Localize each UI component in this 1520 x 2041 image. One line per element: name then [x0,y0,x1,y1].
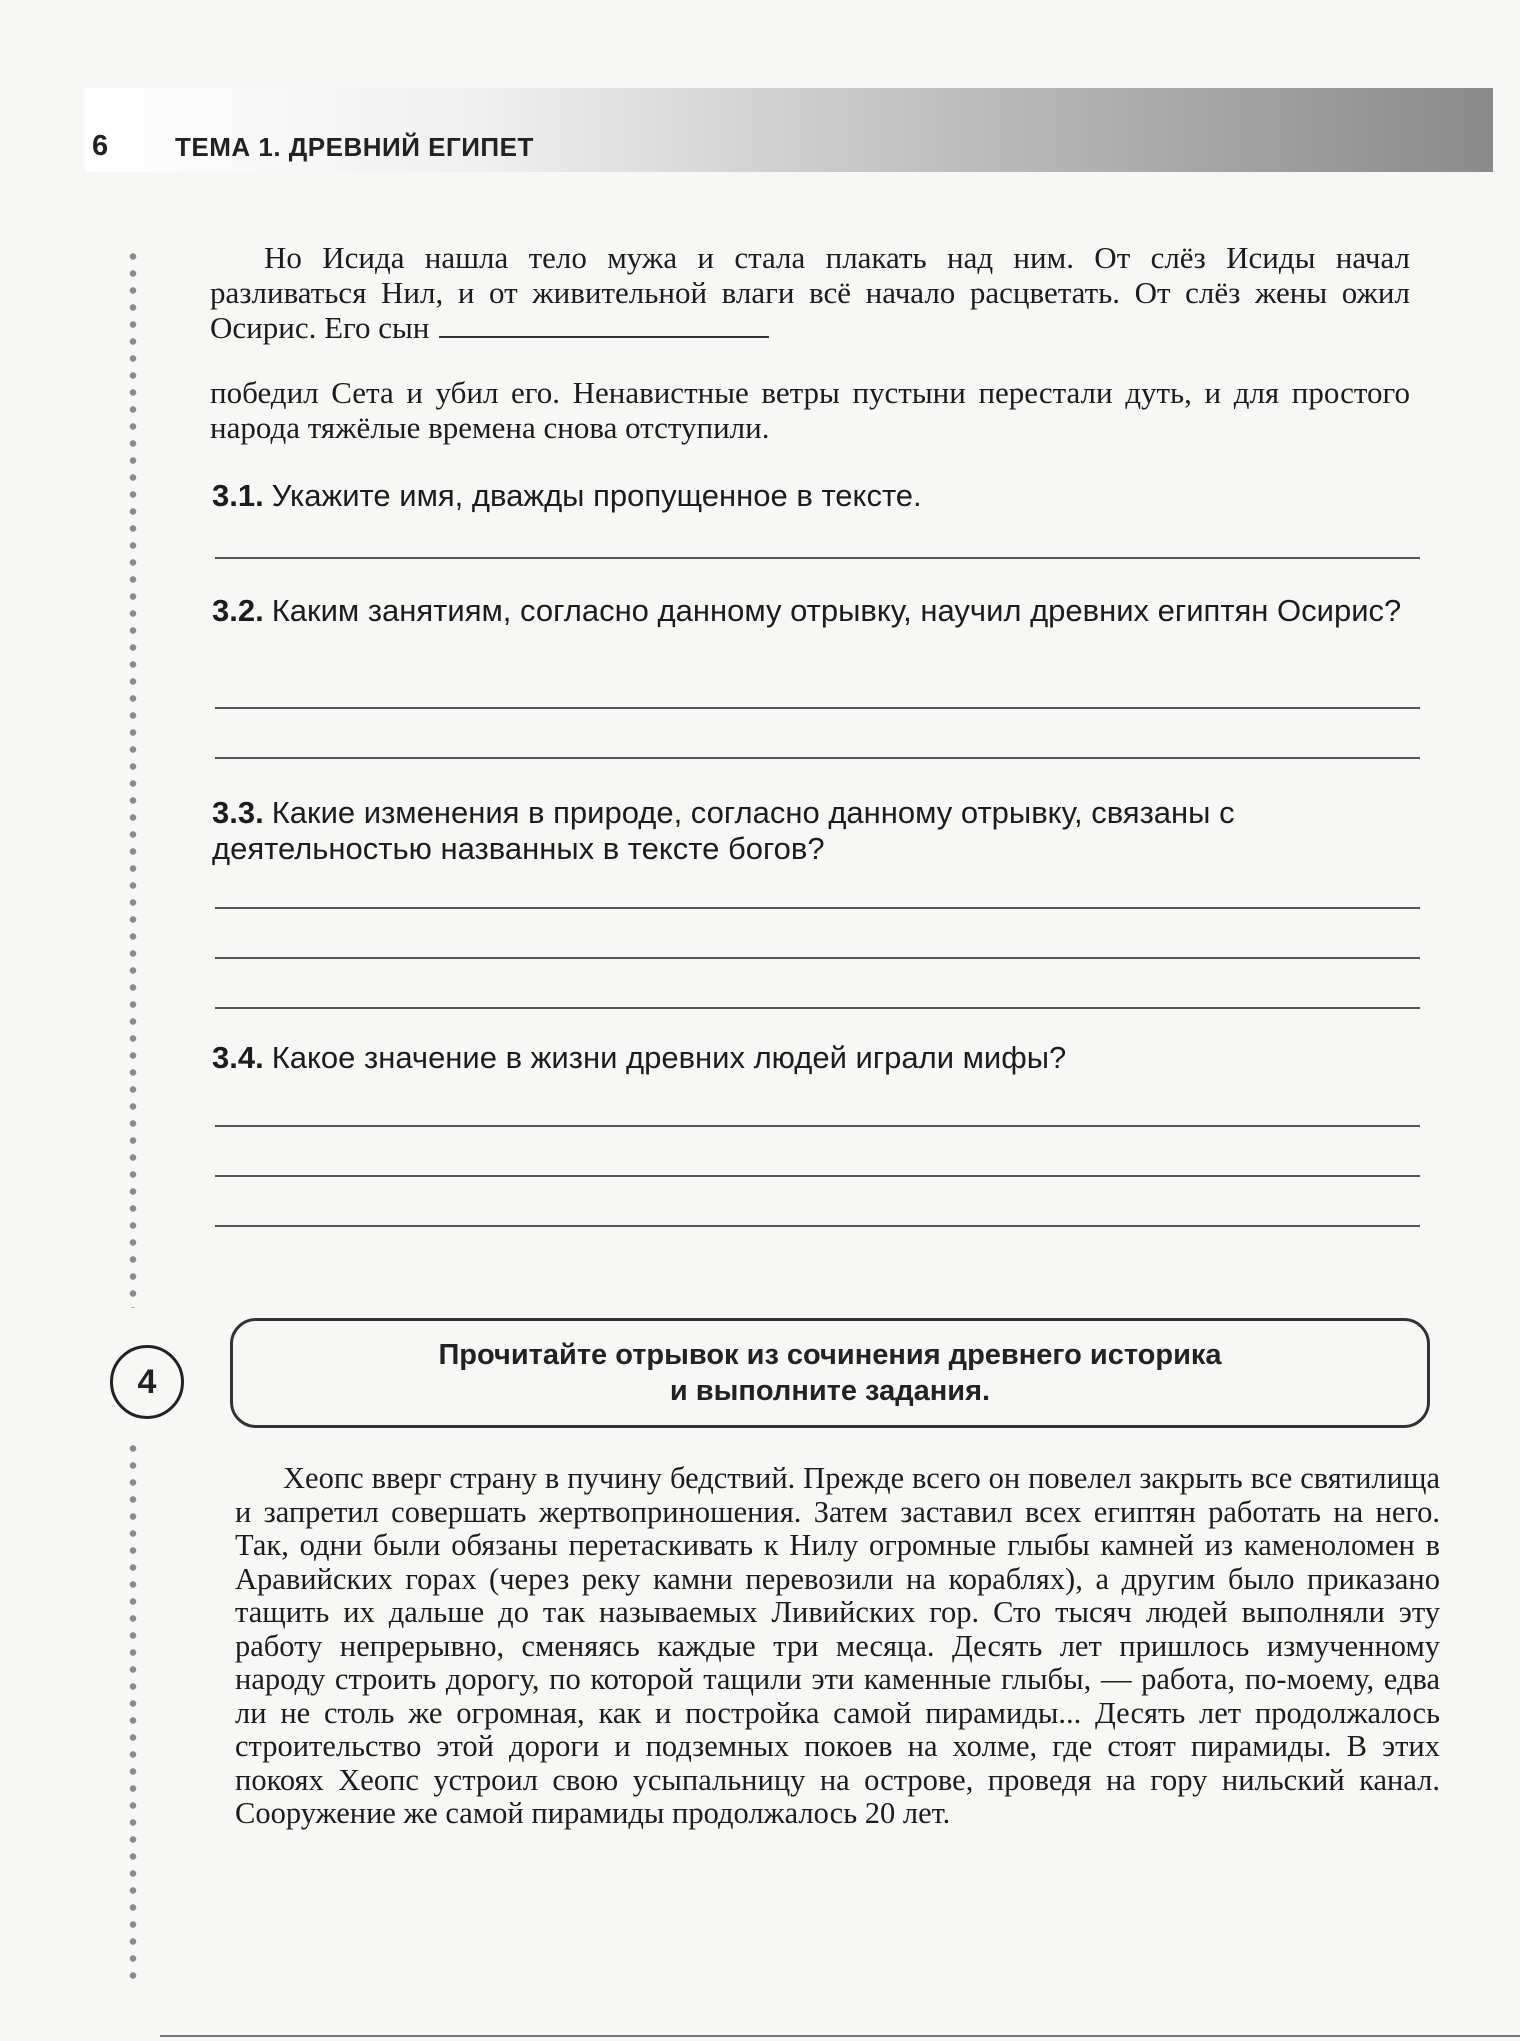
answer-line-3-4-b[interactable] [215,1175,1420,1177]
task-3-3-text: Какие изменения в природе, согласно данному отрывку, связаны с деятельностью названных в тексте богов? [212,795,1235,866]
instruction-line-1: Прочитайте отрывок из сочинения древнего историка [438,1339,1222,1371]
task-3-3-number: 3.3. [212,795,264,830]
passage-text-part2 [210,375,1410,445]
answer-line-3-2-a[interactable] [215,707,1420,709]
perforation-dots-top [126,248,140,1308]
answer-line-3-3-c[interactable] [215,1007,1420,1009]
task-3-4 [212,1040,1422,1076]
task-3-3 [212,795,1422,867]
task-3-4-text: Какое значение в жизни древних людей играли мифы? [271,1040,1067,1075]
answer-line-3-3-b[interactable] [215,957,1420,959]
answer-line-3-4-a[interactable] [215,1125,1420,1127]
bottom-rule [160,2035,1520,2037]
task-3-2 [212,593,1422,629]
answer-line-3-1[interactable] [215,557,1420,559]
task-3-2-text: Каким занятиям, согласно данному отрывку, научил древних египтян Осирис? [271,593,1402,628]
historian-excerpt [235,1462,1440,1831]
instruction-line-2: и выполните задания. [669,1375,991,1407]
missing-name-blank[interactable] [439,335,769,338]
excerpt-text: Хеопс вверг страну в пучину бедствий. Прежде всего он повелел закрыть все святилища и запретил совершать жертвоприношения. Затем заставил всех египтян работать на него. Так, одни были обязаны перетаскивать к Нилу огромные глыбы камней из каменоломен в Аравийских горах (через реку камни перевозили на кораблях), а другим было приказано тащить их дальше до так называемых Ливийских гор. Сто тысяч людей выполняли эту работу непрерывно, сменяясь каждые три месяца. Десять лет пришлось измученному народу строить дорогу, по которой тащили эти каменные глыбы, — работа, по-моему, едва ли не столь же огромная, как и постройка самой пирамиды... Десять лет продолжалось строительство этой дороги и подземных покоев на холме, где стоят пирамиды. В этих покоях Хеопс устроил свою усыпальницу на острове, проведя на гору нильский канал. Сооружение же самой пирамиды продолжалось 20 лет. [235,1461,1440,1830]
task-3-4-number: 3.4. [212,1040,264,1075]
task-4-number-circle: 4 [110,1345,184,1419]
page-number: 6 [92,130,109,162]
task-4-instruction-box [230,1318,1430,1428]
answer-line-3-2-b[interactable] [215,757,1420,759]
task-3-1 [212,478,1422,514]
passage-part1: Но Исида нашла тело мужа и стала плакать над ним. От слёз Исиды начал разливаться Нил, и от живительной влаги всё начало расцветать. От слёз жены ожил Осирис. Его сын [210,240,1410,345]
task-3-1-text: Укажите имя, дважды пропущенное в тексте. [271,478,922,513]
passage-text-part1 [210,240,1410,345]
answer-line-3-4-c[interactable] [215,1225,1420,1227]
task-3-1-number: 3.1. [212,478,264,513]
passage-part2: победил Сета и убил его. Ненавистные ветры пустыни перестали дуть, и для простого народа тяжёлые времена снова отступили. [210,375,1410,445]
task-3-2-number: 3.2. [212,593,264,628]
section-title: ТЕМА 1. ДРЕВНИЙ ЕГИПЕТ [175,132,534,162]
perforation-dots-bottom [126,1440,140,1980]
answer-line-3-3-a[interactable] [215,907,1420,909]
